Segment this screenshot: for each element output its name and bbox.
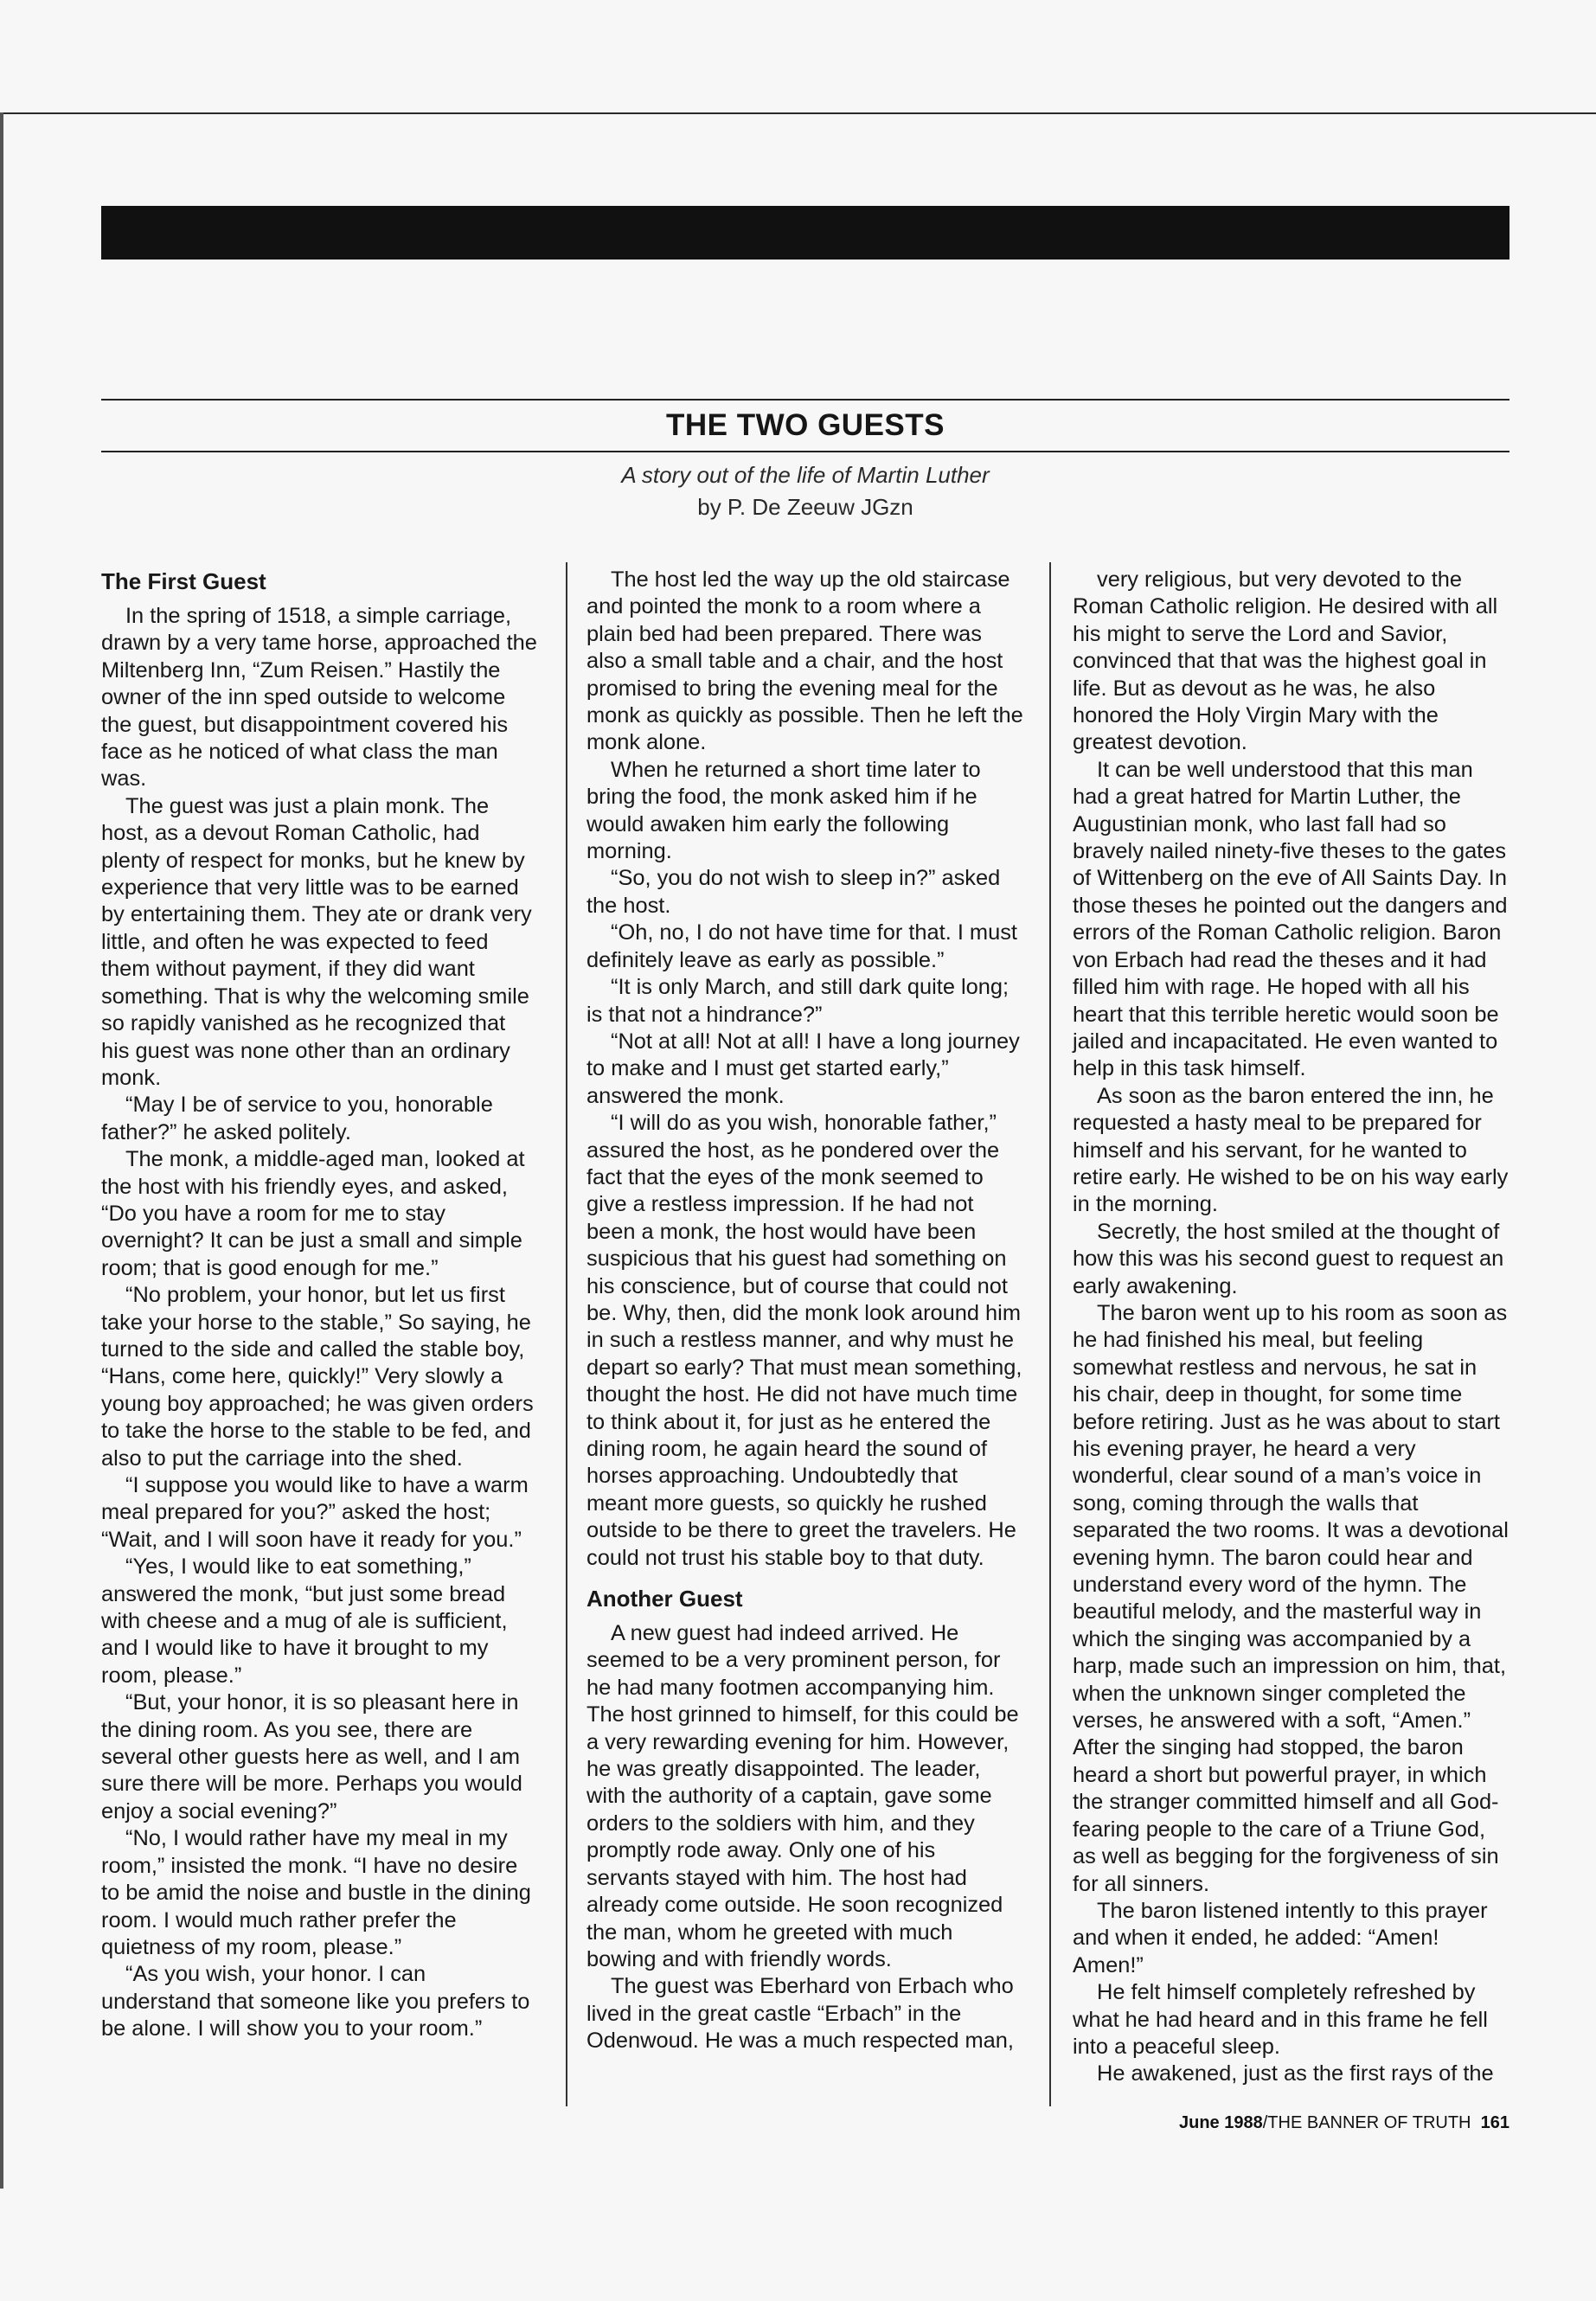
page-footer bbox=[1073, 2111, 1509, 2135]
paragraph: He felt himself completely refreshed by what he had heard and in this frame he fell into a peaceful sleep. bbox=[1073, 1980, 1488, 2059]
paragraph: The host led the way up the old staircase and pointed the monk to a room where a plain bed had been prepared. There was also a small table and a chair, and the host promised to bring the evening meal for the monk as quickly as possible. Then he left the monk alone. bbox=[586, 567, 1023, 755]
paragraph: “But, your honor, it is so pleasant here in the dining room. As you see, there are several other guests here as well, and I am sure there will be more. Perhaps you would enjoy a social evening?” bbox=[101, 1690, 522, 1823]
paragraph: “Not at all! Not at all! I have a long journey to make and I must get started early,” answered the monk. bbox=[586, 1029, 1020, 1108]
header-band bbox=[101, 206, 1509, 260]
column-1 bbox=[101, 567, 538, 2043]
page-number: 161 bbox=[1480, 2113, 1509, 2132]
article-byline: by P. De Zeeuw JGzn bbox=[697, 494, 913, 520]
paragraph: “I suppose you would like to have a warm meal prepared for you?” asked the host; “Wait, and I will soon have it ready for you.” bbox=[101, 1473, 529, 1552]
paragraph: A new guest had indeed arrived. He seemed to be a very prominent person, for he had many footmen accompanying him. The host grinned to himself, for this could be a very rewarding evening for him. However, he was greatly disappointed. The leader, with the authority of a captain, gave some orders to the soldiers with him, and they promptly rode away. Only one of his servants stayed with him. The host had already come outside. He soon recognized the man, whom he greeted with much bowing and with friendly words. bbox=[586, 1621, 1019, 1971]
paragraph: “It is only March, and still dark quite long; is that not a hindrance?” bbox=[586, 975, 1010, 1027]
paragraph: “No problem, your honor, but let us first take your horse to the stable,” So saying, he turned to the side and called the stable boy, “Hans, come here, quickly!” Very slowly a young boy approached; he was given orders to take the horse to the stable to be fed, and also to put the carriage into the shed. bbox=[101, 1283, 534, 1471]
paragraph: “May I be of service to you, honorable father?” he asked politely. bbox=[101, 1093, 493, 1144]
paragraph: The monk, a middle-aged man, looked at the host with his friendly eyes, and asked, “Do you have a room for me to stay overnight? It can be just a small and simple room; that is good enough for me.” bbox=[101, 1147, 525, 1280]
section-heading-another-guest: Another Guest bbox=[586, 1586, 743, 1612]
paragraph: “So, you do not wish to sleep in?” asked the host. bbox=[586, 866, 1001, 918]
paragraph: “No, I would rather have my meal in my room,” insisted the monk. “I have no desire to be amid the noise and bustle in the dining room. I would much rather prefer the quietness of my room, please.” bbox=[101, 1826, 531, 1959]
paragraph: It can be well understood that this man had a great hatred for Martin Luther, the Augustinian monk, who last fall had so bravely nailed ninety-five theses to the gates of Wittenberg on the eve of All Saints Day. In those theses he pointed out the dangers and errors of the Roman Catholic religion. Baron von Erbach had read the theses and it had filled him with rage. He hoped with all his heart that this terrible heretic would soon be jailed and incapacitated. He even wanted to help in this task himself. bbox=[1073, 757, 1508, 1081]
paragraph: The baron listened intently to this prayer and when it ended, he added: “Amen! Amen!” bbox=[1073, 1898, 1488, 1977]
paragraph: As soon as the baron entered the inn, he requested a hasty meal to be prepared for himself and his servant, for he wanted to retire early. He wished to be on his way early in the morning. bbox=[1073, 1083, 1509, 1217]
title-rule-bottom bbox=[101, 451, 1509, 452]
paragraph: “Yes, I would like to eat something,” answered the monk, “but just some bread with cheese and a mug of ale is sufficient, and I would like to have it brought to my room, please.” bbox=[101, 1554, 508, 1688]
section-heading-first-guest: The First Guest bbox=[101, 568, 266, 594]
paragraph: The guest was Eberhard von Erbach who lived in the great castle “Erbach” in the Odenwoud. He was a much respected man, bbox=[586, 1974, 1014, 2054]
paragraph: He awakened, just as the first rays of the bbox=[1097, 2061, 1494, 2086]
column-2 bbox=[586, 567, 1023, 2055]
paragraph: The guest was just a plain monk. The host, as a devout Roman Catholic, had plenty of respect for monks, but he knew by experience that very little was to be earned by entertaining them. They ate or drank very little, and often he was expected to feed them without payment, if they did want something. That is why the welcoming smile so rapidly vanished as he recognized that his guest was none other than an ordinary monk. bbox=[101, 793, 532, 1090]
paragraph: “As you wish, your honor. I can understand that someone like you prefers to be alone. I will show you to your room.” bbox=[101, 1962, 530, 2041]
article-subtitle: A story out of the life of Martin Luther bbox=[621, 462, 990, 488]
article-title: THE TWO GUESTS bbox=[666, 408, 945, 442]
binding-edge bbox=[0, 112, 3, 2189]
column-3 bbox=[1073, 567, 1509, 2088]
issue-date: June 1988 bbox=[1179, 2113, 1263, 2132]
paragraph: When he returned a short time later to bring the food, the monk asked him if he would awaken him early the following morning. bbox=[586, 757, 981, 864]
column-divider bbox=[566, 562, 567, 2106]
paragraph: “Oh, no, I do not have time for that. I must definitely leave as early as possible.” bbox=[586, 920, 1017, 972]
publication-name: /THE BANNER OF TRUTH bbox=[1262, 2113, 1471, 2132]
title-rule-top bbox=[101, 399, 1509, 401]
paragraph: very religious, but very devoted to the Roman Catholic religion. He desired with all his might to serve the Lord and Savior, convinced that that was the highest goal in life. But as devout as he was, he also honored the Holy Virgin Mary with the greatest devotion. bbox=[1073, 567, 1498, 755]
paragraph: Secretly, the host smiled at the thought of how this was his second guest to request an early awakening. bbox=[1073, 1219, 1504, 1298]
paragraph: In the spring of 1518, a simple carriage, drawn by a very tame horse, approached the Miltenberg Inn, “Zum Reisen.” Hastily the owner of the inn sped outside to welcome the guest, but disappointment covered his face as he noticed of what class the man was. bbox=[101, 604, 537, 792]
paragraph: “I will do as you wish, honorable father,” assured the host, as he pondered over the fact that the eyes of the monk seemed to give a restless impression. If he had not been a monk, the host would have been suspicious that his guest had something on his conscience, but of course that could not be. Why, then, did the monk look around him in such a restless manner, and why must he depart so early? That must mean something, thought the host. He did not have much time to think about it, for just as he entered the dining room, he again heard the sound of horses approaching. Undoubtedly that meant more guests, so quickly he rushed outside to be there to greet the travelers. He could not trust his stable boy to that duty. bbox=[586, 1111, 1022, 1570]
column-divider bbox=[1049, 562, 1051, 2106]
paragraph: The baron went up to his room as soon as he had finished his meal, but feeling somewhat restless and nervous, he sat in his chair, deep in thought, for some time before retiring. Just as he was about to start his evening prayer, he heard a very wonderful, clear sound of a man’s voice in song, coming through the walls that separated the two rooms. It was a devotional evening hymn. The baron could hear and understand every word of the hymn. The beautiful melody, and the masterful way in which the singing was accompanied by a harp, made such an impression on him, that, when the unknown singer completed the verses, he answered with a soft, “Amen.” After the singing had stopped, the baron heard a short but powerful prayer, in which the stranger committed himself and all God-fearing people to the care of a Triune God, as well as begging for the forgiveness of sin for all sinners. bbox=[1073, 1300, 1509, 1896]
